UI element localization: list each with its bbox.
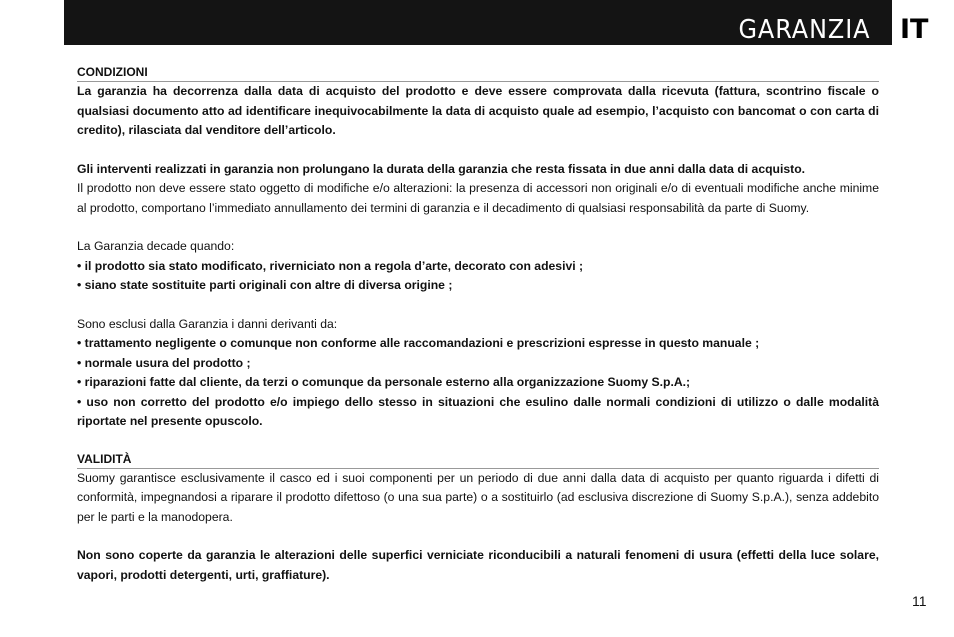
header-bar [64,0,892,45]
page-number: 11 [912,593,927,609]
conditions-paragraph-2: Il prodotto non deve essere stato oggetto di modifiche e/o alterazioni: la presenza di accessori non originali e/o di eventuali modifiche anche minime al prodotto, comportano l’immediato annullamento dei termini di garanzia e il decadimento di qualsiasi responsabilità da parte di Suomy. [77,181,879,215]
decade-intro: La Garanzia decade quando: [77,239,235,253]
decade-item: • siano state sostituite parti originali con altre di diversa origine ; [77,278,453,292]
document-body [77,64,879,585]
exclusion-item: • riparazioni fatte dal cliente, da terzi o comunque da personale esterno alla organizzazione Suomy S.p.A.; [77,375,691,389]
exclusion-item: • uso non corretto del prodotto e/o impiego dello stesso in situazioni che esulino dalle normali condizioni di utilizzo o dalle modalità riportate nel presente opuscolo. [77,394,879,428]
page-title: GARANZIA [738,15,870,45]
decade-item: • il prodotto sia stato modificato, riverniciato non a regola d’arte, decorato con adesivi ; [77,258,584,273]
exclusion-item: • normale usura del prodotto ; [77,355,251,370]
conditions-paragraph-2-bold: Gli interventi realizzati in garanzia non prolungano la durata della garanzia che resta fissata in due anni dalla data di acquisto. [77,161,806,176]
validity-paragraph-2-bold: Non sono coperte da garanzia le alterazioni delle superfici verniciate riconducibili a naturali fenomeni di usura (effetti della luce solare, vapori, prodotti detergenti, urti, graffiature). [77,548,879,582]
language-code: IT [900,14,929,45]
section-heading-conditions: CONDIZIONI [77,64,879,82]
validity-paragraph-1: Suomy garantisce esclusivamente il casco ed i suoi componenti per un periodo di due anni dalla data di acquisto per quanto riguarda i difetti di conformità, impegnandosi a riparare il prodotto difettoso (o una sua parte) o a sostituirlo (ad esclusiva discrezione di Suomy S.p.A.), senza addebito per le parti e la manodopera. [77,470,879,524]
exclusion-item: • trattamento negligente o comunque non conforme alle raccomandazioni e prescrizioni espresse in questo manuale ; [77,336,760,350]
section-heading-validity: VALIDITÀ [77,451,879,469]
exclusions-intro: Sono esclusi dalla Garanzia i danni derivanti da: [77,316,338,331]
conditions-paragraph-1: La garanzia ha decorrenza dalla data di acquisto del prodotto e deve essere comprovata dalla ricevuta (fattura, scontrino fiscale o qualsiasi documento atto ad identificare inequivocabilmente la data di acquisto quale ad esempio, l’acquisto con bancomat o con carta di credito), rilasciata dal venditore dell’articolo. [77,84,879,137]
